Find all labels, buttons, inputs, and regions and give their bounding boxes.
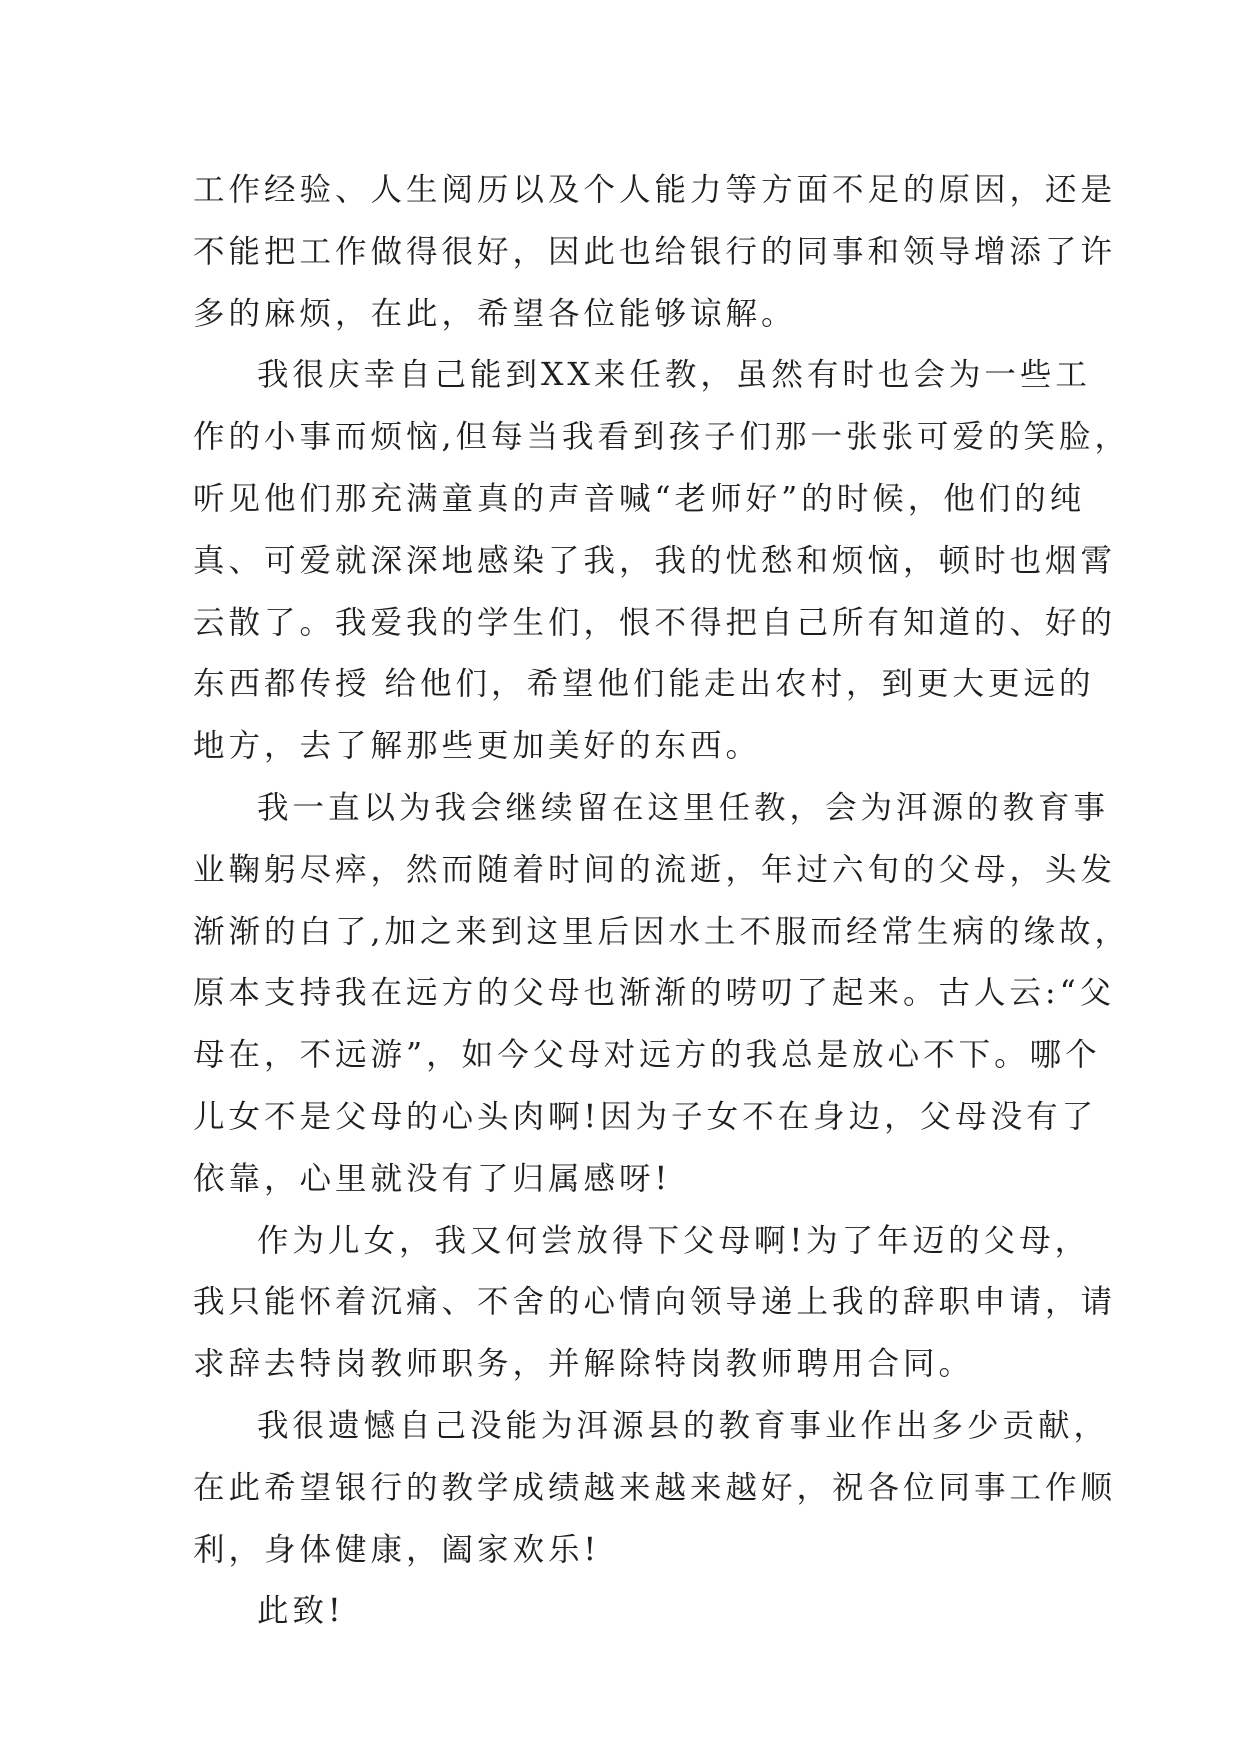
closing-salutation: 此致!: [257, 1593, 345, 1630]
text-line: 东西都传授 给他们，希望他们能走出农村，到更大更远的: [193, 666, 1095, 703]
text-line: 依靠，心里就没有了归属感呀!: [193, 1160, 672, 1197]
text-line: 在此希望银行的教学成绩越来越来越好，祝各位同事工作顺: [193, 1469, 1117, 1506]
text-line: 地方，去了解那些更加美好的东西。: [193, 728, 762, 765]
text-line: 求辞去特岗教师职务，并解除特岗教师聘用合同。: [193, 1346, 975, 1383]
text-line: 渐渐的白了,加之来到这里后因水土不服而经常生病的缘故，: [193, 913, 1131, 950]
text-line: 母在，不远游”，如今父母对远方的我总是放心不下。哪个: [193, 1037, 1101, 1074]
text-line: 云散了。我爱我的学生们，恨不得把自己所有知道的、好的: [193, 604, 1117, 641]
text-line: 我只能怀着沉痛、不舍的心情向领导递上我的辞职申请，请: [193, 1284, 1117, 1321]
text-line: 多的麻烦，在此，希望各位能够谅解。: [193, 295, 797, 332]
text-line: 不能把工作做得很好，因此也给银行的同事和领导增添了许: [193, 233, 1117, 270]
paragraph-first-line: 我一直以为我会继续留在这里任教，会为洱源的教育事: [257, 789, 1110, 826]
text-line: 儿女不是父母的心头肉啊!因为子女不在身边，父母没有了: [193, 1098, 1098, 1135]
paragraph-first-line: 作为儿女，我又何尝放得下父母啊!为了年迈的父母，: [257, 1222, 1091, 1259]
text-line: 原本支持我在远方的父母也渐渐的唠叨了起来。古人云:“父: [193, 975, 1116, 1012]
paragraph-first-line: 我很遗憾自己没能为洱源县的教育事业作出多少贡献，: [257, 1407, 1110, 1444]
text-line: 听见他们那充满童真的声音喊“老师好”的时候，他们的纯: [193, 480, 1086, 517]
text-line: 作的小事而烦恼,但每当我看到孩子们那一张张可爱的笑脸，: [193, 419, 1131, 456]
text-line: 利，身体健康，阖家欢乐!: [193, 1531, 601, 1568]
letter-body: [193, 160, 1131, 1643]
paragraph-first-line: 我很庆幸自己能到XX来任教，虽然有时也会为一些工: [257, 357, 1091, 394]
text-line: 业鞠躬尽瘁，然而随着时间的流逝，年过六旬的父母，头发: [193, 851, 1117, 888]
text-line: 真、可爱就深深地感染了我，我的忧愁和烦恼，顿时也烟霄: [193, 542, 1117, 579]
text-line: 工作经验、人生阅历以及个人能力等方面不足的原因，还是: [193, 172, 1117, 208]
